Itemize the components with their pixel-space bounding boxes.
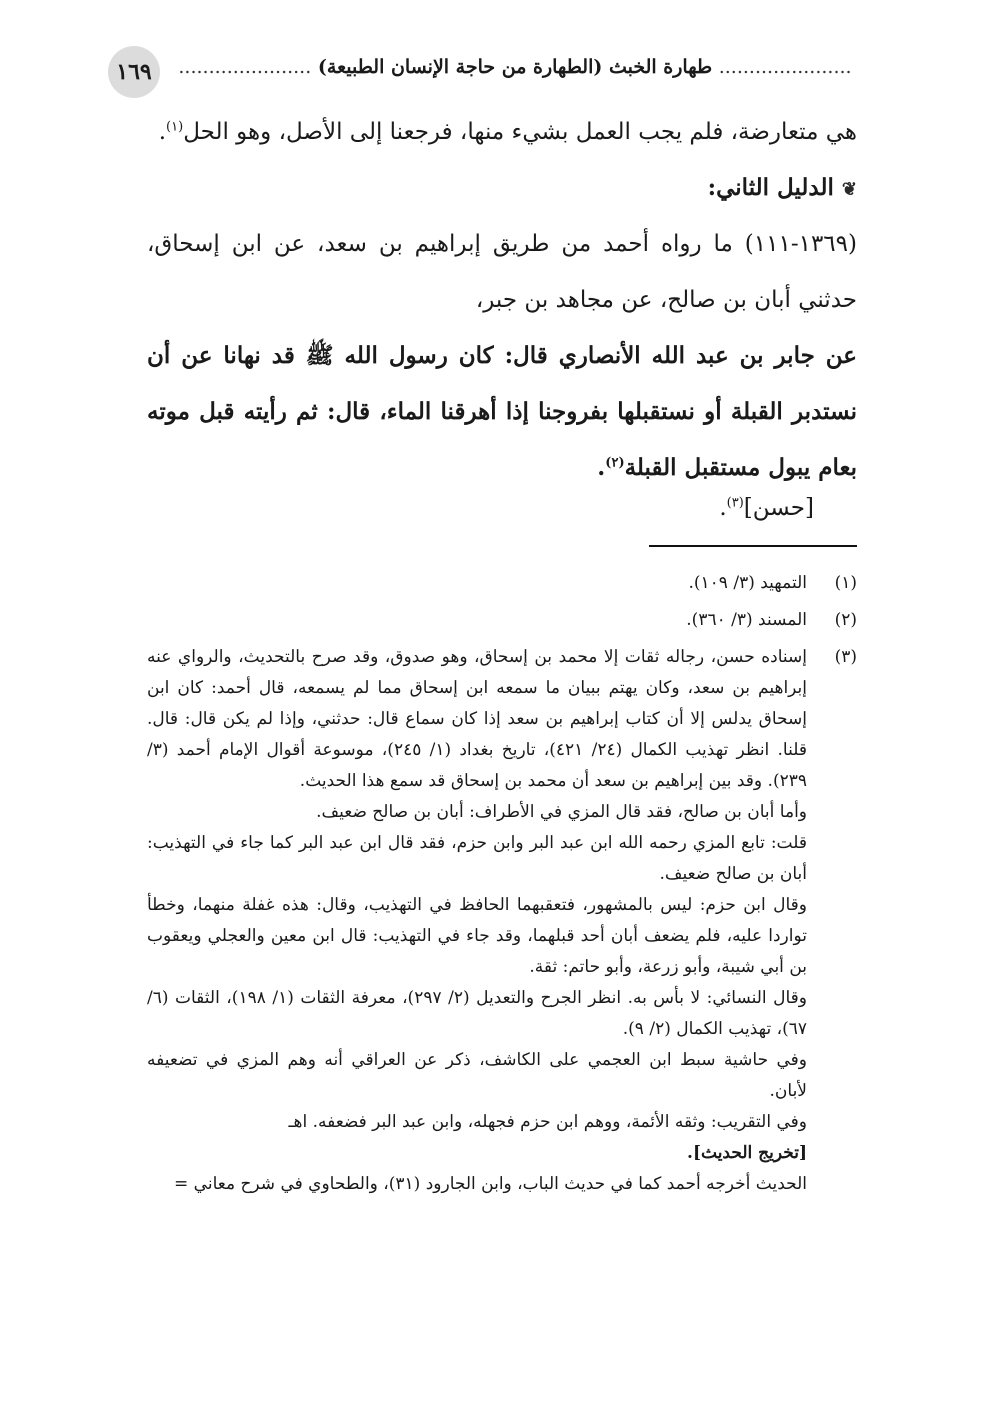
continuation-text: هي متعارضة، فلم يجب العمل بشيء منها، فرجعنا إلى الأصل، وهو الحل bbox=[183, 119, 857, 145]
footnote-body bbox=[147, 642, 807, 1200]
footnote-paragraph: الحديث أخرجه أحمد كما في حديث الباب، وابن الجارود (٣١)، والطحاوي في شرح معاني = bbox=[174, 1174, 807, 1194]
grade-text: [حسن] bbox=[743, 495, 814, 521]
footnote-text: التمهيد (٣/ ١٠٩). bbox=[688, 573, 807, 593]
footnote-ref-3[interactable]: (٣) bbox=[726, 495, 744, 511]
footnote-paragraph: إسناده حسن، رجاله ثقات إلا محمد بن إسحاق، وهو صدوق، وقد صرح بالتحديث، والرواي عنه إبراهيم بن سعد، وكان يهتم ببيان ما سمعه ابن إسحاق مما لم يسمعه، قال أحمد: كان ابن إسحاق يدلس إلا أن كتاب إبراهيم بن سعد إذا كان سماع قال: حدثني، وإذا لم يكن قال: قال. قلنا. انظر تهذيب الكمال (٢٤/ ٤٢١)، تاريخ بغداد (١/ ٢٤٥)، موسوعة أقوال الإمام أحمد (٣/ ٢٣٩). وقد بين إبراهيم بن سعد أن محمد بن إسحاق قد سمع هذا الحديث. bbox=[147, 647, 807, 791]
footnote-2 bbox=[147, 605, 857, 636]
hadith-end: . bbox=[597, 454, 606, 481]
footnote-paragraph: وفي التقريب: وثقه الأئمة، ووهم ابن حزم فجهله، وابن عبد البر فضعفه. اهـ bbox=[288, 1112, 807, 1132]
footnote-number: (١) bbox=[834, 573, 857, 593]
footnote-paragraph: وفي حاشية سبط ابن العجمي على الكاشف، ذكر عن العراقي أنه وهم المزي في تضعيفه لأبان. bbox=[147, 1050, 807, 1101]
page-number: ١٦٩ bbox=[108, 46, 160, 98]
footnote-paragraph: وقال ابن حزم: ليس بالمشهور، فتعقبهما الحافظ في التهذيب، وقال: هذه غفلة منهما، وخطأ تواردا عليه، فلم يضعف أبان أحد قبلهما، وقد جاء في التهذيب: قال ابن معين والعجلي ويعقوب بن أبي شيبة، وأبو زرعة، وأبو حاتم: ثقة. bbox=[147, 895, 807, 977]
leader-dots-left: ...................... bbox=[178, 56, 312, 78]
footnote-paragraph: وقال النسائي: لا بأس به. انظر الجرح والتعديل (٢/ ٢٩٧)، معرفة الثقات (١/ ١٩٨)، الثقات (٦/ ٦٧)، تهذيب الكمال (٢/ ٩). bbox=[147, 988, 808, 1039]
footnote-ref-2[interactable]: (٢) bbox=[605, 455, 625, 471]
leader-dots-right: ...................... bbox=[718, 56, 852, 78]
footnote-separator bbox=[649, 545, 857, 547]
continuation-line bbox=[147, 104, 857, 160]
footnote-3 bbox=[147, 642, 857, 1200]
running-title-bar bbox=[170, 56, 860, 78]
running-title: طهارة الخبث (الطهارة من حاجة الإنسان الطبيعة) bbox=[317, 56, 713, 78]
footnote-paragraph: قلت: تابع المزي رحمه الله ابن عبد البر وابن حزم، فقد قال ابن عبد البر كما جاء في التهذيب: أبان بن صالح ضعيف. bbox=[147, 833, 807, 884]
hadith-grade bbox=[719, 480, 814, 536]
footnote-number: (٣) bbox=[834, 647, 857, 667]
footnote-number: (٢) bbox=[834, 610, 857, 630]
continuation-end: . bbox=[158, 119, 167, 145]
section-heading-text: الدليل الثاني: bbox=[707, 174, 834, 201]
grade-end: . bbox=[719, 495, 727, 521]
footnote-1 bbox=[147, 568, 857, 599]
hadith-text bbox=[147, 328, 857, 496]
leaf-icon: ❦ bbox=[841, 179, 857, 200]
footnote-paragraph: وأما أبان بن صالح، فقد قال المزي في الأطراف: أبان بن صالح ضعيف. bbox=[316, 802, 807, 822]
footnote-subheading: [تخريج الحديث]. bbox=[687, 1143, 807, 1163]
footnote-ref-1[interactable]: (١) bbox=[166, 119, 184, 135]
page-header bbox=[108, 46, 860, 96]
hadith-body: عن جابر بن عبد الله الأنصاري قال: كان رسول الله ﷺ قد نهانا عن أن نستدبر القبلة أو نستقبلها بفروجنا إذا أهرقنا الماء، قال: ثم رأيته قبل موته بعام يبول مستقبل القبلة bbox=[147, 342, 857, 481]
section-heading bbox=[147, 160, 857, 218]
footnote-text: المسند (٣/ ٣٦٠). bbox=[686, 610, 807, 630]
hadith-chain: (١٣٦٩-١١١) ما رواه أحمد من طريق إبراهيم بن سعد، عن ابن إسحاق، حدثني أبان بن صالح، عن مجاهد بن جبر، bbox=[147, 231, 857, 313]
